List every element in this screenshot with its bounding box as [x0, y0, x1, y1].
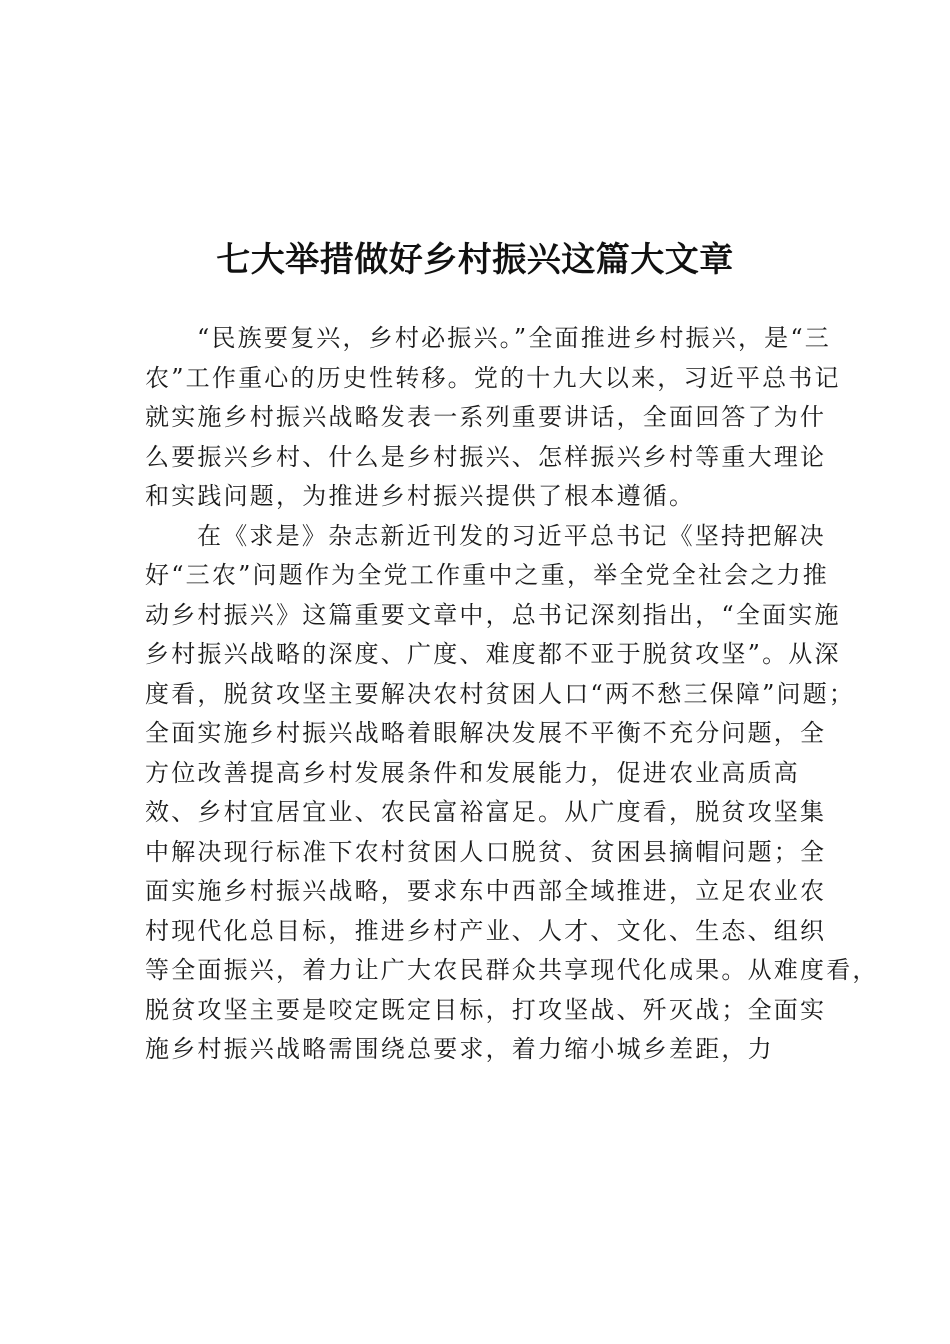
paragraph-2 [145, 517, 879, 1070]
paragraph-line: 效、乡村宜居宜业、农民富裕富足。从广度看，脱贫攻坚集 [145, 798, 827, 826]
paragraph-line: 动乡村振兴》这篇重要文章中，总书记深刻指出，“全面实施 [145, 600, 841, 629]
paragraph-line: 好“三农”问题作为全党工作重中之重，举全党全社会之力推 [145, 561, 829, 589]
paragraph-line: 面实施乡村振兴战略，要求东中西部全域推进，立足农业农 [145, 877, 827, 905]
paragraph-line: 施乡村振兴战略需围绕总要求，着力缩小城乡差距，力 [145, 1035, 774, 1063]
paragraph-line: 么要振兴乡村、什么是乡村振兴、怎样振兴乡村等重大理论 [145, 442, 827, 471]
paragraph-line: 中解决现行标准下农村贫困人口脱贫、贫困县摘帽问题；全 [145, 837, 827, 866]
paragraph-line: 方位改善提高乡村发展条件和发展能力，促进农业高质高 [145, 758, 800, 787]
paragraph-line: 等全面振兴，着力让广大农民群众共享现代化成果。从难度看， [145, 956, 879, 984]
paragraph-line: 脱贫攻坚主要是咬定既定目标，打攻坚战、歼灭战；全面实 [145, 995, 827, 1024]
paragraph-1 [145, 319, 845, 517]
document-body [145, 319, 879, 1070]
paragraph-line: 在《求是》杂志新近刊发的习近平总书记《坚持把解决 [197, 521, 826, 550]
paragraph-line: 全面实施乡村振兴战略着眼解决发展不平衡不充分问题，全 [145, 719, 827, 747]
document-title: 七大举措做好乡村振兴这篇大文章 [216, 240, 734, 280]
paragraph-line: 度看，脱贫攻坚主要解决农村贫困人口“两不愁三保障”问题； [145, 679, 856, 708]
paragraph-line: 村现代化总目标，推进乡村产业、人才、文化、生态、组织 [145, 916, 827, 945]
paragraph-line: 就实施乡村振兴战略发表一系列重要讲话，全面回答了为什 [145, 403, 827, 431]
paragraph-line: 和实践问题，为推进乡村振兴提供了根本遵循。 [145, 482, 696, 510]
paragraph-line: 乡村振兴战略的深度、广度、难度都不亚于脱贫攻坚”。从深 [145, 640, 841, 668]
paragraph-line: “民族要复兴，乡村必振兴。”全面推进乡村振兴，是“三 [197, 324, 832, 352]
paragraph-line: 农”工作重心的历史性转移。党的十九大以来，习近平总书记 [145, 363, 841, 392]
